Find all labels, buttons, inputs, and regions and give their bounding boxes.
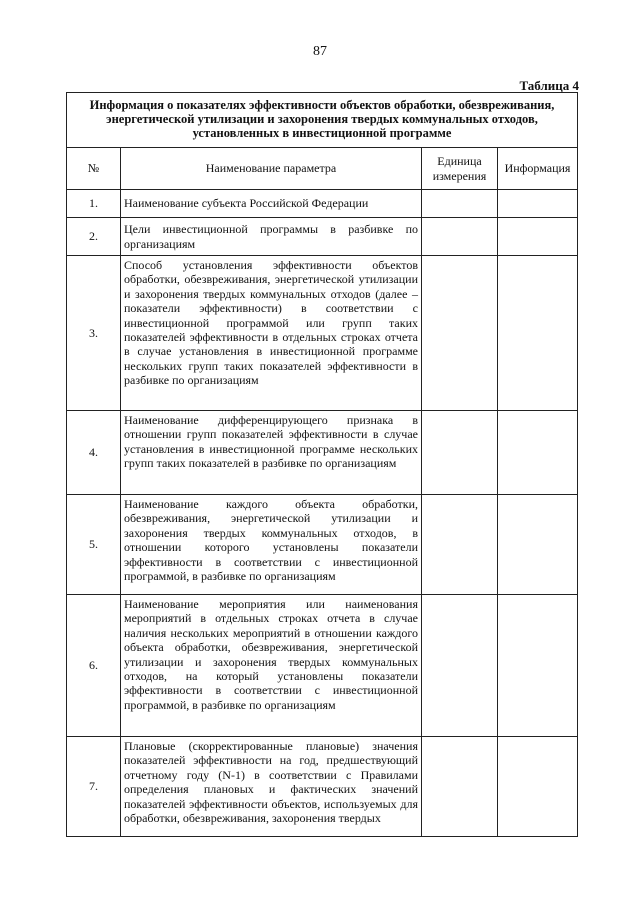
row-name: Цели инвестиционной программы в разбивке по организациям bbox=[121, 218, 422, 256]
row-info bbox=[498, 190, 578, 218]
table-row bbox=[67, 411, 578, 495]
row-info bbox=[498, 256, 578, 411]
header-unit: Единица измерения bbox=[422, 148, 498, 190]
row-num: 4. bbox=[67, 411, 121, 495]
row-name: Наименование мероприятия или наименования мероприятий в отдельных строках отчета в случае наличия нескольких мероприятий в отношении каждого объекта обработки, обезвреживания, энергетической утилизации и захоронения твердых коммунальных отходов, на который установлены показатели эффективности в соответствии с инвестиционной программой, в разбивке по организациям bbox=[121, 595, 422, 737]
row-info bbox=[498, 411, 578, 495]
info-table bbox=[66, 92, 578, 837]
table-label: Таблица 4 bbox=[519, 78, 579, 93]
row-name: Наименование каждого объекта обработки, обезвреживания, энергетической утилизации и захоронения твердых коммунальных отходов, в отношении которого установлены показатели эффективности в соответствии с инвестиционной программой, в разбивке по организациям bbox=[121, 495, 422, 595]
row-name: Плановые (скорректированные плановые) значения показателей эффективности на год, предшествующий отчетному году (N-1) в соответствии с Правилами определения плановых и фактических значений показателей эффективности объектов, используемых для обработки, обезвреживания, захоронения твердых bbox=[121, 737, 422, 837]
table-row bbox=[67, 595, 578, 737]
row-unit bbox=[422, 495, 498, 595]
row-num: 6. bbox=[67, 595, 121, 737]
row-info bbox=[498, 495, 578, 595]
row-unit bbox=[422, 737, 498, 837]
page-number: 87 bbox=[313, 44, 327, 59]
row-num: 1. bbox=[67, 190, 121, 218]
header-info: Информация bbox=[498, 148, 578, 190]
header-name: Наименование параметра bbox=[121, 148, 422, 190]
row-num: 5. bbox=[67, 495, 121, 595]
row-unit bbox=[422, 256, 498, 411]
table-row bbox=[67, 495, 578, 595]
table-row bbox=[67, 256, 578, 411]
row-name: Наименование субъекта Российской Федерации bbox=[121, 190, 422, 218]
table-row bbox=[67, 190, 578, 218]
row-unit bbox=[422, 595, 498, 737]
row-num: 7. bbox=[67, 737, 121, 837]
row-unit bbox=[422, 218, 498, 256]
header-row bbox=[67, 148, 578, 190]
header-num: № bbox=[67, 148, 121, 190]
row-info bbox=[498, 737, 578, 837]
row-num: 2. bbox=[67, 218, 121, 256]
table-title-row bbox=[67, 93, 578, 148]
row-info bbox=[498, 595, 578, 737]
row-num: 3. bbox=[67, 256, 121, 411]
table-row bbox=[67, 218, 578, 256]
table-row bbox=[67, 737, 578, 837]
row-info bbox=[498, 218, 578, 256]
row-unit bbox=[422, 190, 498, 218]
row-unit bbox=[422, 411, 498, 495]
row-name: Способ установления эффективности объектов обработки, обезвреживания, энергетической утилизации и захоронения твердых коммунальных отходов (далее – показатели эффективности) в соответствии с инвестиционной программой или групп таких показателей эффективности в отдельных строках отчета в случае установления в инвестиционной программе нескольких групп таких показателей эффективности в разбивке по организациям bbox=[121, 256, 422, 411]
row-name: Наименование дифференцирующего признака в отношении групп показателей эффективности в случае установления в инвестиционной программе нескольких групп таких показателей в разбивке по организациям bbox=[121, 411, 422, 495]
table-title: Информация о показателях эффективности объектов обработки, обезвреживания, энергетической утилизации и захоронения твердых коммунальных отходов, установленных в инвестиционной программе bbox=[67, 93, 578, 148]
